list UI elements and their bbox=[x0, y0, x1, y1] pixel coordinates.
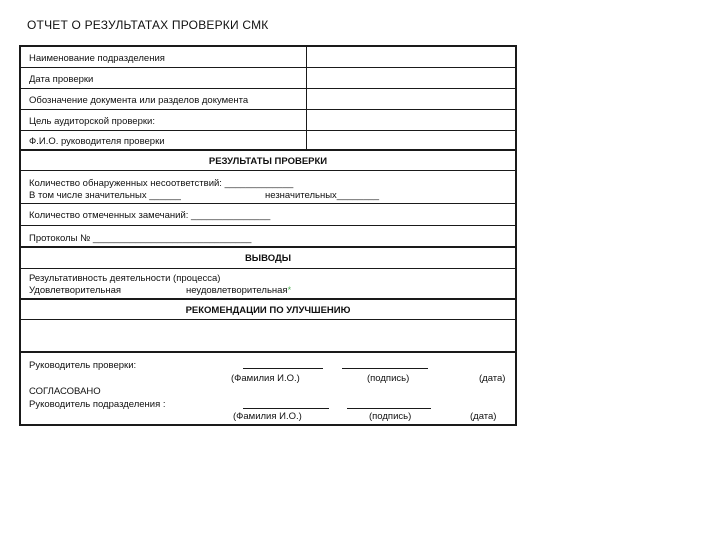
agreed-label: СОГЛАСОВАНО bbox=[29, 386, 101, 397]
field-label-document: Обозначение документа или разделов документа bbox=[29, 95, 249, 106]
page-title: ОТЧЕТ О РЕЗУЛЬТАТАХ ПРОВЕРКИ СМК bbox=[27, 18, 269, 32]
insignificant-count: незначительных________ bbox=[265, 190, 380, 201]
protocols-number: Протоколы № ______________________________ bbox=[29, 233, 252, 244]
field-value-division[interactable] bbox=[307, 47, 515, 67]
division-signature-line[interactable] bbox=[347, 408, 431, 409]
audit-name-caption: (Фамилия И.О.) bbox=[231, 373, 300, 384]
effectiveness-row bbox=[21, 269, 515, 300]
remarks-row bbox=[21, 204, 515, 226]
nonconformities-count: Количество обнаруженных несоответствий: _____________ bbox=[29, 178, 294, 189]
field-value-audit-head[interactable] bbox=[307, 131, 515, 149]
field-label-purpose: Цель аудиторской проверки: bbox=[29, 116, 155, 127]
field-label-division: Наименование подразделения bbox=[29, 53, 165, 64]
results-header-row bbox=[21, 151, 515, 171]
division-name-line[interactable] bbox=[243, 408, 329, 409]
field-row-audit-head bbox=[21, 131, 515, 151]
field-row-purpose bbox=[21, 110, 515, 131]
field-row-document bbox=[21, 89, 515, 110]
footnote-asterisk: * bbox=[287, 285, 292, 295]
division-date-caption: (дата) bbox=[470, 411, 497, 422]
report-form bbox=[19, 45, 517, 426]
unsatisfactory-option[interactable] bbox=[186, 285, 291, 296]
field-value-purpose[interactable] bbox=[307, 110, 515, 130]
field-label-audit-head: Ф.И.О. руководителя проверки bbox=[29, 136, 165, 147]
division-signature-caption: (подпись) bbox=[369, 411, 412, 422]
field-row-date bbox=[21, 68, 515, 89]
satisfactory-option[interactable]: Удовлетворительная bbox=[29, 285, 122, 296]
field-value-document[interactable] bbox=[307, 89, 515, 109]
audit-signature-caption: (подпись) bbox=[367, 373, 410, 384]
recommendations-body[interactable] bbox=[21, 320, 515, 353]
division-name-caption: (Фамилия И.О.) bbox=[233, 411, 302, 422]
protocols-row bbox=[21, 226, 515, 248]
conclusions-header: ВЫВОДЫ bbox=[244, 253, 292, 264]
field-label-date: Дата проверки bbox=[29, 74, 94, 85]
audit-date-caption: (дата) bbox=[479, 373, 506, 384]
audit-signature-line[interactable] bbox=[342, 368, 428, 369]
significant-count: В том числе значительных ______ bbox=[29, 190, 181, 201]
recommendations-header-row bbox=[21, 300, 515, 320]
field-value-date[interactable] bbox=[307, 68, 515, 88]
audit-name-line[interactable] bbox=[243, 368, 323, 369]
nonconformities-row bbox=[21, 171, 515, 204]
results-header: РЕЗУЛЬТАТЫ ПРОВЕРКИ bbox=[208, 156, 328, 167]
field-row-division bbox=[21, 47, 515, 68]
signatures-block bbox=[21, 353, 515, 424]
unsatisfactory-label: неудовлетворительная bbox=[186, 285, 288, 296]
conclusions-header-row bbox=[21, 248, 515, 269]
effectiveness-label: Результативность деятельности (процесса) bbox=[29, 273, 221, 284]
head-of-audit-label: Руководитель проверки: bbox=[29, 360, 137, 371]
recommendations-header: РЕКОМЕНДАЦИИ ПО УЛУЧШЕНИЮ bbox=[185, 305, 351, 316]
remarks-count: Количество отмеченных замечаний: _______________ bbox=[29, 210, 271, 221]
head-of-division-label: Руководитель подразделения : bbox=[29, 399, 166, 410]
